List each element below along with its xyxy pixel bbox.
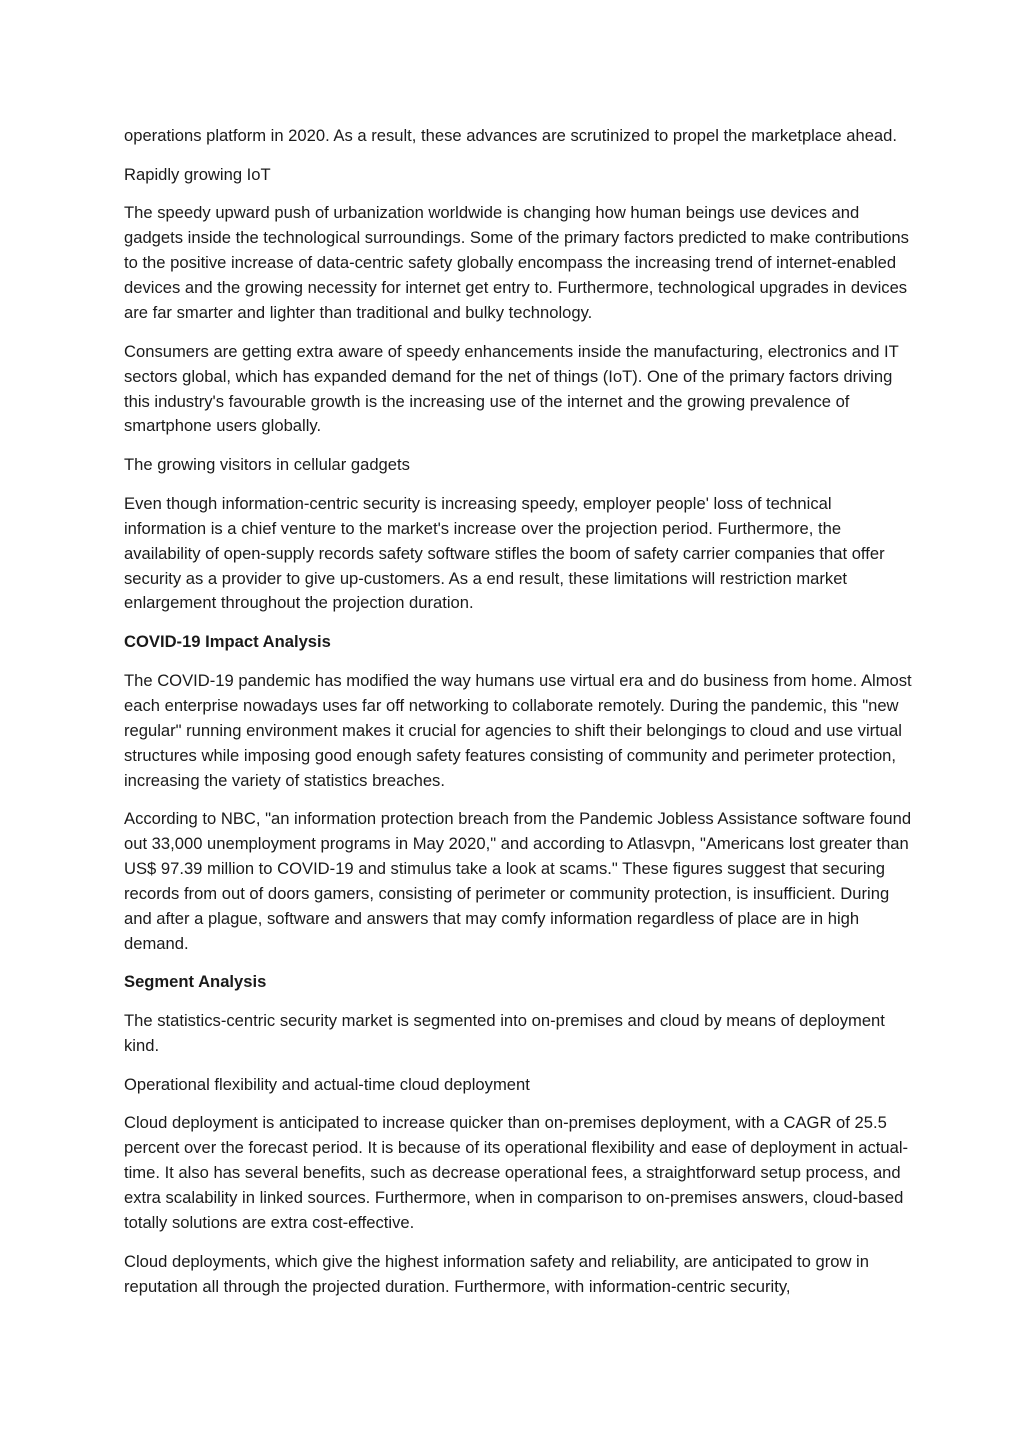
heading-covid-impact-analysis: COVID-19 Impact Analysis (124, 632, 331, 652)
heading-segment-analysis: Segment Analysis (124, 972, 267, 992)
subheading-cellular-gadgets: The growing visitors in cellular gadgets (124, 455, 410, 475)
paragraph-intro-continuation: operations platform in 2020. As a result, these advances are scrutinized to propel the marketplace ahead. (124, 126, 897, 145)
paragraph-covid-pandemic: The COVID-19 pandemic has modified the way humans use virtual era and do business from home. Almost each enterprise nowadays uses far off networking to collaborate remotely. During the pandemic, this "new regular" running environment makes it crucial for agencies to shift their belongings to cloud and use virtual structures while imposing good enough safety features consisting of community and perimeter protection, increasing the variety of statistics breaches. (124, 670, 912, 790)
paragraph-urbanization: The speedy upward push of urbanization worldwide is changing how human beings use devices and gadgets inside the technological surroundings. Some of the primary factors predicted to make contributions to the positive increase of data-centric safety globally encompass the increasing trend of internet-enabled devices and the growing necessity for internet get entry to. Furthermore, technological upgrades in devices are far smarter and lighter than traditional and bulky technology. (124, 203, 909, 323)
paragraph-market-limitations: Even though information-centric security is increasing speedy, employer people' loss of technical information is a chief venture to the market's increase over the projection period. Furthermore, the availability of open-supply records safety software stifles the boom of safety carrier companies that offer security as a provider to give up-customers. As a end result, these limitations will restriction market enlargement throughout the projection duration. (124, 493, 885, 613)
subheading-rapidly-growing-iot: Rapidly growing IoT (124, 164, 271, 184)
paragraph-segmentation: The statistics-centric security market is segmented into on-premises and cloud by means of deployment kind. (124, 1011, 885, 1056)
paragraph-consumers-iot: Consumers are getting extra aware of speedy enhancements inside the manufacturing, electronics and IT sectors global, which has expanded demand for the net of things (IoT). One of the primary factors driving this industry's favourable growth is the increasing use of the internet and the growing prevalence of smartphone users globally. (124, 341, 899, 436)
subheading-cloud-deployment: Operational flexibility and actual-time cloud deployment (124, 1074, 530, 1094)
document-page (124, 124, 914, 1313)
paragraph-cloud-reliability: Cloud deployments, which give the highest information safety and reliability, are anticipated to grow in reputation all through the projected duration. Furthermore, with information-centric security, (124, 1251, 869, 1296)
paragraph-nbc-breach: According to NBC, "an information protection breach from the Pandemic Jobless Assistance software found out 33,000 unemployment programs in May 2020," and according to Atlasvpn, "Americans lost greater than US$ 97.39 million to COVID-19 and stimulus take a look at scams." These figures suggest that securing records from out of doors gamers, consisting of perimeter or community protection, is insufficient. During and after a plague, software and answers that may comfy information regardless of place are in high demand. (124, 809, 912, 953)
paragraph-cloud-cagr: Cloud deployment is anticipated to increase quicker than on-premises deployment, with a CAGR of 25.5 percent over the forecast period. It is because of its operational flexibility and ease of deployment in actual-time. It also has several benefits, such as decrease operational fees, a straightforward setup process, and extra scalability in linked sources. Furthermore, when in comparison to on-premises answers, cloud-based totally solutions are extra cost-effective. (124, 1113, 909, 1233)
